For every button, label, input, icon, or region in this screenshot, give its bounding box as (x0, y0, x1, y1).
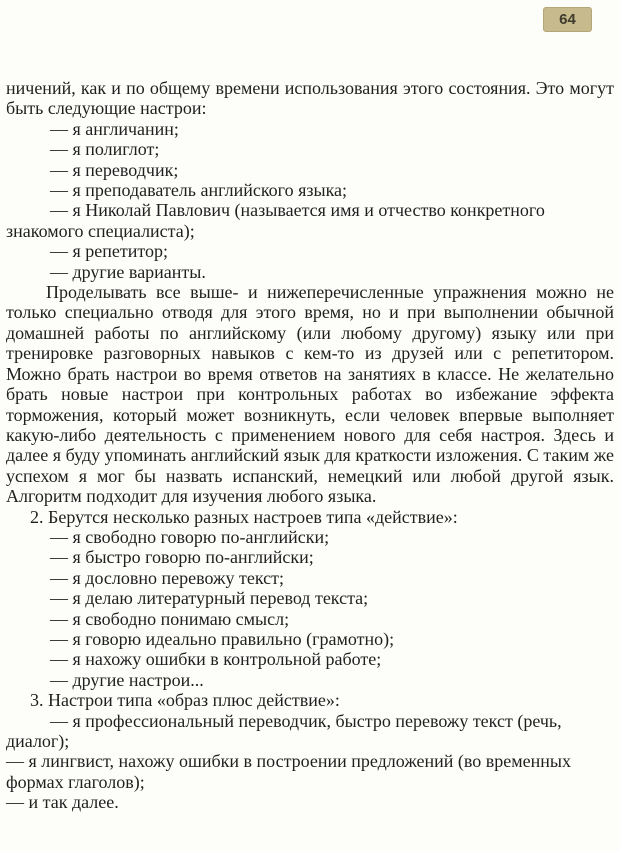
list-item: — я переводчик; (50, 159, 179, 180)
list-item: — другие варианты. (50, 261, 206, 282)
paragraph: 3. Настрои типа «образ плюс действие»: (30, 690, 340, 711)
list-item: — я преподаватель английского языка; (50, 180, 348, 201)
list-item: — я полиглот; (50, 139, 160, 160)
list-item: — я дословно перевожу текст; (50, 567, 284, 588)
list-item: — я быстро говорю по-английски; (50, 547, 314, 568)
paragraph: 2. Берутся несколько разных настроев типа «действие»: (30, 506, 458, 527)
list-item: — я англичанин; (50, 118, 179, 139)
paragraph: ничений, как и по общему времени использования этого состояния. Это могут быть следующие настрои: (6, 78, 614, 119)
list-item: — я репетитор; (50, 241, 169, 262)
list-item: — я свободно понимаю смысл; (50, 608, 290, 629)
list-item: — другие настрои... (50, 669, 204, 690)
list-item: — и так далее. (6, 792, 119, 813)
page-number-badge (543, 7, 592, 32)
page-text (6, 78, 614, 813)
list-item: — я лингвист, нахожу ошибки в построении предложений (во временных формах глаголов); (6, 751, 572, 792)
page-number: 64 (559, 11, 576, 28)
list-item: — я делаю литературный перевод текста; (50, 588, 369, 609)
list-item: — я профессиональный переводчик, быстро перевожу текст (речь, диалог); (6, 710, 562, 751)
list-item: — я Николай Павлович (называется имя и отчество конкретного знакомого специалиста); (6, 200, 545, 241)
list-item: — я свободно говорю по-английски; (50, 526, 330, 547)
list-item: — я говорю идеально правильно (грамотно); (50, 628, 395, 649)
paragraph: Проделывать все выше- и нижеперечисленные упражнения можно не только специально отводя для этого время, но и при выполнении обычной домашней работы по английскому (или любому другому) языку или при тренировке разговорных навыков с кем-то из друзей или с репетитором. Можно брать настрои во время ответов на занятиях в классе. Не желательно брать новые настрои при контрольных работах во избежание эффекта торможения, который может возникнуть, если человек впервые выполняет какую-либо деятельность с применением нового для себя настроя. Здесь и далее я буду упоминать английский язык для краткости изложения. С таким же успехом я мог бы назвать испанский, немецкий или любой другой язык. Алгоритм подходит для изучения любого языка. (6, 282, 614, 507)
list-item: — я нахожу ошибки в контрольной работе; (50, 649, 382, 670)
